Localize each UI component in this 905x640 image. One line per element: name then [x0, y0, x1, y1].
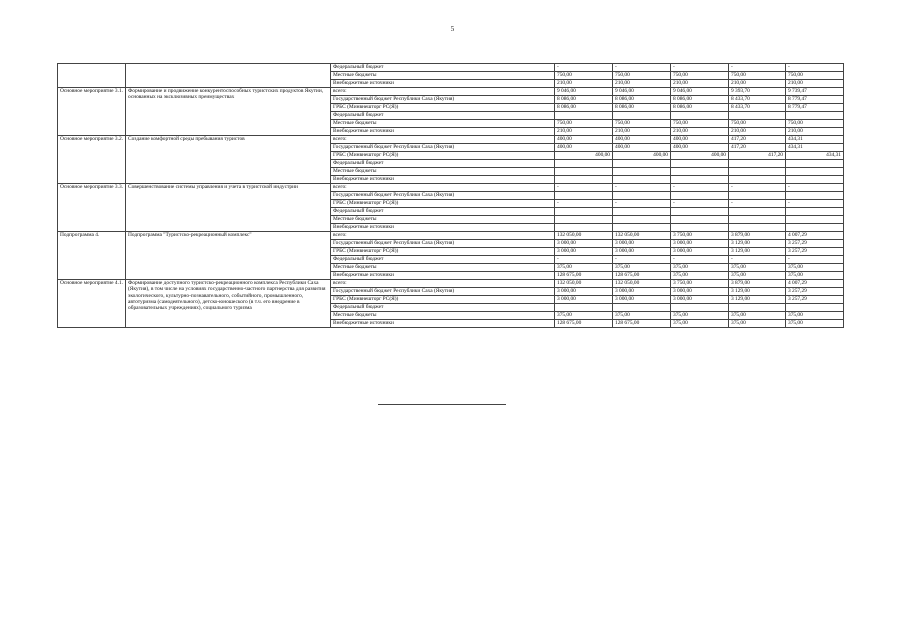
amount-cell-year-3: 8 086,00: [671, 96, 729, 104]
amount-cell-year-5: -: [786, 184, 844, 192]
amount-cell-year-1: 3 000,00: [555, 240, 613, 248]
funding-source-cell: Внебюджетные источники: [331, 320, 555, 328]
funding-source-cell: Местные бюджеты: [331, 312, 555, 320]
funding-source-cell: Местные бюджеты: [331, 120, 555, 128]
funding-source-cell: ГРБС (Минвнешторг РС(Я)): [331, 200, 555, 208]
amount-cell-year-2: [613, 176, 671, 184]
amount-cell-year-5: 3 257,29: [786, 296, 844, 304]
program-code-cell: Основное мероприятие 4.1.: [58, 280, 126, 328]
funding-source-cell: Местные бюджеты: [331, 168, 555, 176]
program-code-cell: Подпрограмма 4.: [58, 232, 126, 280]
amount-cell-year-5: 4 007,29: [786, 232, 844, 240]
table-body: [58, 64, 844, 328]
amount-cell-year-2: [613, 304, 671, 312]
amount-cell-year-5: 750,00: [786, 72, 844, 80]
amount-cell-year-1: [555, 192, 613, 200]
funding-source-cell: Государственный бюджет Республики Саха (Якутия): [331, 192, 555, 200]
amount-cell-year-4: 417,20: [729, 152, 786, 160]
amount-cell-year-4: 210,00: [729, 80, 786, 88]
amount-cell-year-5: [786, 160, 844, 168]
amount-cell-year-1: 750,00: [555, 72, 613, 80]
amount-cell-year-1: 8 086,00: [555, 104, 613, 112]
amount-cell-year-3: 750,00: [671, 72, 729, 80]
amount-cell-year-2: 210,00: [613, 128, 671, 136]
funding-source-cell: Местные бюджеты: [331, 264, 555, 272]
funding-source-cell: ГРБС (Минвнешторг РС(Я)): [331, 248, 555, 256]
amount-cell-year-5: 434,31: [786, 152, 844, 160]
funding-source-cell: Местные бюджеты: [331, 72, 555, 80]
amount-cell-year-2: -: [613, 256, 671, 264]
amount-cell-year-4: 3 879,00: [729, 280, 786, 288]
amount-cell-year-1: 3 000,00: [555, 288, 613, 296]
amount-cell-year-2: [613, 216, 671, 224]
amount-cell-year-4: 750,00: [729, 72, 786, 80]
amount-cell-year-5: [786, 208, 844, 216]
amount-cell-year-2: 400,00: [613, 152, 671, 160]
amount-cell-year-4: [729, 168, 786, 176]
amount-cell-year-1: 132 050,00: [555, 232, 613, 240]
funding-source-cell: Внебюджетные источники: [331, 272, 555, 280]
amount-cell-year-1: 400,00: [555, 144, 613, 152]
amount-cell-year-1: 128 675,00: [555, 272, 613, 280]
amount-cell-year-4: 3 129,00: [729, 296, 786, 304]
funding-source-cell: Федеральный бюджет: [331, 112, 555, 120]
amount-cell-year-5: [786, 168, 844, 176]
amount-cell-year-3: 3 000,00: [671, 288, 729, 296]
amount-cell-year-2: 210,00: [613, 80, 671, 88]
amount-cell-year-4: 375,00: [729, 272, 786, 280]
amount-cell-year-2: [613, 168, 671, 176]
amount-cell-year-2: 3 000,00: [613, 288, 671, 296]
amount-cell-year-3: 8 086,00: [671, 104, 729, 112]
amount-cell-year-2: [613, 160, 671, 168]
amount-cell-year-4: 9 393,70: [729, 88, 786, 96]
funding-source-cell: Государственный бюджет Республики Саха (Якутия): [331, 288, 555, 296]
amount-cell-year-1: 375,00: [555, 264, 613, 272]
amount-cell-year-2: [613, 112, 671, 120]
amount-cell-year-2: 750,00: [613, 72, 671, 80]
amount-cell-year-4: [729, 304, 786, 312]
amount-cell-year-3: [671, 192, 729, 200]
amount-cell-year-3: 400,00: [671, 136, 729, 144]
amount-cell-year-2: 9 046,00: [613, 88, 671, 96]
amount-cell-year-4: -: [729, 200, 786, 208]
funding-source-cell: Государственный бюджет Республики Саха (Якутия): [331, 96, 555, 104]
amount-cell-year-1: [555, 216, 613, 224]
amount-cell-year-3: -: [671, 256, 729, 264]
amount-cell-year-4: 375,00: [729, 264, 786, 272]
amount-cell-year-1: -: [555, 64, 613, 72]
table-row: [58, 232, 844, 240]
funding-source-cell: всего:: [331, 280, 555, 288]
amount-cell-year-1: -: [555, 200, 613, 208]
amount-cell-year-5: 750,00: [786, 120, 844, 128]
amount-cell-year-5: 434,31: [786, 136, 844, 144]
table-row: [58, 64, 844, 72]
amount-cell-year-3: 750,00: [671, 120, 729, 128]
amount-cell-year-3: 3 750,00: [671, 280, 729, 288]
amount-cell-year-3: [671, 176, 729, 184]
amount-cell-year-2: 128 675,00: [613, 320, 671, 328]
funding-source-cell: ГРБС (Минвнешторг РС(Я)): [331, 296, 555, 304]
funding-source-cell: Федеральный бюджет: [331, 304, 555, 312]
program-code-cell: Основное мероприятие 3.2.: [58, 136, 126, 184]
amount-cell-year-1: [555, 112, 613, 120]
amount-cell-year-2: -: [613, 184, 671, 192]
amount-cell-year-3: [671, 112, 729, 120]
amount-cell-year-4: 3 879,00: [729, 232, 786, 240]
amount-cell-year-1: 375,00: [555, 312, 613, 320]
amount-cell-year-1: 128 675,00: [555, 320, 613, 328]
amount-cell-year-3: [671, 224, 729, 232]
amount-cell-year-4: [729, 176, 786, 184]
amount-cell-year-4: 8 433,70: [729, 96, 786, 104]
program-code-cell: [58, 64, 126, 88]
amount-cell-year-5: 210,00: [786, 80, 844, 88]
amount-cell-year-2: 3 000,00: [613, 240, 671, 248]
amount-cell-year-2: 375,00: [613, 312, 671, 320]
funding-source-cell: Федеральный бюджет: [331, 160, 555, 168]
amount-cell-year-4: 8 433,70: [729, 104, 786, 112]
amount-cell-year-4: [729, 224, 786, 232]
amount-cell-year-2: [613, 208, 671, 216]
funding-source-cell: всего:: [331, 136, 555, 144]
amount-cell-year-2: 128 675,00: [613, 272, 671, 280]
amount-cell-year-3: 210,00: [671, 128, 729, 136]
amount-cell-year-5: [786, 224, 844, 232]
amount-cell-year-1: 210,00: [555, 128, 613, 136]
amount-cell-year-4: 3 129,00: [729, 248, 786, 256]
amount-cell-year-1: [555, 176, 613, 184]
amount-cell-year-3: [671, 216, 729, 224]
amount-cell-year-4: -: [729, 64, 786, 72]
amount-cell-year-3: 375,00: [671, 272, 729, 280]
amount-cell-year-2: -: [613, 64, 671, 72]
funding-source-cell: всего:: [331, 184, 555, 192]
amount-cell-year-3: 400,00: [671, 152, 729, 160]
funding-source-cell: Внебюджетные источники: [331, 128, 555, 136]
amount-cell-year-4: 375,00: [729, 312, 786, 320]
amount-cell-year-3: 210,00: [671, 80, 729, 88]
amount-cell-year-2: 750,00: [613, 120, 671, 128]
amount-cell-year-4: 375,00: [729, 320, 786, 328]
budget-table: [57, 63, 844, 328]
amount-cell-year-5: 4 007,29: [786, 280, 844, 288]
program-code-cell: Основное мероприятие 3.1.: [58, 88, 126, 136]
footnote-divider: [378, 404, 506, 405]
amount-cell-year-4: [729, 112, 786, 120]
program-name-cell: Совершенствование системы управления и учета в туристской индустрии: [126, 184, 331, 232]
amount-cell-year-3: 3 000,00: [671, 240, 729, 248]
amount-cell-year-4: 210,00: [729, 128, 786, 136]
amount-cell-year-3: 375,00: [671, 312, 729, 320]
amount-cell-year-2: [613, 224, 671, 232]
program-name-cell: Формирование и продвижение конкурентоспособных туристских продуктов Якутии, основанных на эксклюзивных преимуществах: [126, 88, 331, 136]
table-row: [58, 88, 844, 96]
funding-source-cell: ГРБС (Минвнешторг РС(Я)): [331, 152, 555, 160]
amount-cell-year-5: 375,00: [786, 320, 844, 328]
amount-cell-year-4: [729, 208, 786, 216]
amount-cell-year-3: 3 000,00: [671, 296, 729, 304]
amount-cell-year-2: 400,00: [613, 144, 671, 152]
amount-cell-year-2: [613, 192, 671, 200]
funding-source-cell: Внебюджетные источники: [331, 176, 555, 184]
table-row: [58, 184, 844, 192]
amount-cell-year-2: 8 086,00: [613, 104, 671, 112]
amount-cell-year-5: 8 779,47: [786, 104, 844, 112]
amount-cell-year-5: [786, 176, 844, 184]
program-code-cell: Основное мероприятие 3.3.: [58, 184, 126, 232]
amount-cell-year-2: 400,00: [613, 136, 671, 144]
amount-cell-year-5: -: [786, 200, 844, 208]
amount-cell-year-4: 750,00: [729, 120, 786, 128]
amount-cell-year-2: 375,00: [613, 264, 671, 272]
amount-cell-year-3: -: [671, 64, 729, 72]
program-name-cell: Подпрограмма "Туристско-рекреационный комплекс": [126, 232, 331, 280]
funding-source-cell: Федеральный бюджет: [331, 64, 555, 72]
amount-cell-year-1: 750,00: [555, 120, 613, 128]
amount-cell-year-1: 132 050,00: [555, 280, 613, 288]
amount-cell-year-5: [786, 192, 844, 200]
amount-cell-year-5: 3 257,29: [786, 288, 844, 296]
program-name-cell: [126, 64, 331, 88]
amount-cell-year-4: 3 129,00: [729, 240, 786, 248]
amount-cell-year-4: 417,20: [729, 136, 786, 144]
amount-cell-year-4: 3 129,00: [729, 288, 786, 296]
amount-cell-year-1: [555, 224, 613, 232]
amount-cell-year-3: 375,00: [671, 320, 729, 328]
amount-cell-year-1: 400,00: [555, 152, 613, 160]
amount-cell-year-4: 417,20: [729, 144, 786, 152]
page-number: 5: [450, 25, 455, 33]
amount-cell-year-4: -: [729, 184, 786, 192]
amount-cell-year-4: [729, 160, 786, 168]
amount-cell-year-1: -: [555, 184, 613, 192]
amount-cell-year-3: [671, 304, 729, 312]
table-row: [58, 136, 844, 144]
amount-cell-year-5: 375,00: [786, 272, 844, 280]
amount-cell-year-1: [555, 208, 613, 216]
amount-cell-year-5: [786, 112, 844, 120]
funding-source-cell: Внебюджетные источники: [331, 80, 555, 88]
amount-cell-year-4: -: [729, 256, 786, 264]
amount-cell-year-3: [671, 160, 729, 168]
program-name-cell: Формирование доступного туристско-рекреационного комплекса Республики Саха (Якутия), в том числе на условиях государственно-частного партнерства для развития экологического, культурно-познавательного, событийного, промышленного, автотуризма (самодеятельного), детско-юношеского (в т.ч. его внедрение в образовательных учреждениях), социального туризма: [126, 280, 331, 328]
amount-cell-year-5: 375,00: [786, 264, 844, 272]
funding-source-cell: всего:: [331, 88, 555, 96]
amount-cell-year-1: [555, 168, 613, 176]
amount-cell-year-2: 132 050,00: [613, 232, 671, 240]
amount-cell-year-1: 400,00: [555, 136, 613, 144]
amount-cell-year-3: 375,00: [671, 264, 729, 272]
funding-source-cell: Местные бюджеты: [331, 216, 555, 224]
amount-cell-year-1: 3 000,00: [555, 248, 613, 256]
amount-cell-year-1: -: [555, 256, 613, 264]
amount-cell-year-3: 400,00: [671, 144, 729, 152]
amount-cell-year-1: [555, 304, 613, 312]
funding-source-cell: Федеральный бюджет: [331, 256, 555, 264]
amount-cell-year-3: 3 750,00: [671, 232, 729, 240]
amount-cell-year-2: -: [613, 200, 671, 208]
amount-cell-year-5: 3 257,29: [786, 248, 844, 256]
amount-cell-year-3: [671, 208, 729, 216]
amount-cell-year-5: 375,00: [786, 312, 844, 320]
funding-source-cell: Государственный бюджет Республики Саха (Якутия): [331, 240, 555, 248]
amount-cell-year-2: 132 050,00: [613, 280, 671, 288]
amount-cell-year-3: -: [671, 184, 729, 192]
amount-cell-year-2: 3 000,00: [613, 248, 671, 256]
amount-cell-year-5: [786, 304, 844, 312]
amount-cell-year-3: 3 000,00: [671, 248, 729, 256]
amount-cell-year-3: [671, 168, 729, 176]
funding-source-cell: всего:: [331, 232, 555, 240]
amount-cell-year-1: [555, 160, 613, 168]
amount-cell-year-5: 434,31: [786, 144, 844, 152]
amount-cell-year-3: 9 046,00: [671, 88, 729, 96]
amount-cell-year-5: [786, 216, 844, 224]
table-row: [58, 280, 844, 288]
amount-cell-year-5: -: [786, 256, 844, 264]
funding-source-cell: Внебюджетные источники: [331, 224, 555, 232]
amount-cell-year-5: 9 739,47: [786, 88, 844, 96]
amount-cell-year-2: 8 086,00: [613, 96, 671, 104]
program-name-cell: Создание комфортной среды пребывания туристов: [126, 136, 331, 184]
amount-cell-year-4: [729, 192, 786, 200]
amount-cell-year-5: 3 257,29: [786, 240, 844, 248]
amount-cell-year-3: -: [671, 200, 729, 208]
amount-cell-year-4: [729, 216, 786, 224]
funding-source-cell: Федеральный бюджет: [331, 208, 555, 216]
amount-cell-year-5: -: [786, 64, 844, 72]
amount-cell-year-1: 3 000,00: [555, 296, 613, 304]
funding-source-cell: ГРБС (Минвнешторг РС(Я)): [331, 104, 555, 112]
funding-source-cell: Государственный бюджет Республики Саха (Якутия): [331, 144, 555, 152]
amount-cell-year-1: 210,00: [555, 80, 613, 88]
amount-cell-year-1: 9 046,00: [555, 88, 613, 96]
amount-cell-year-2: 3 000,00: [613, 296, 671, 304]
amount-cell-year-5: 8 779,47: [786, 96, 844, 104]
amount-cell-year-1: 8 086,00: [555, 96, 613, 104]
amount-cell-year-5: 210,00: [786, 128, 844, 136]
